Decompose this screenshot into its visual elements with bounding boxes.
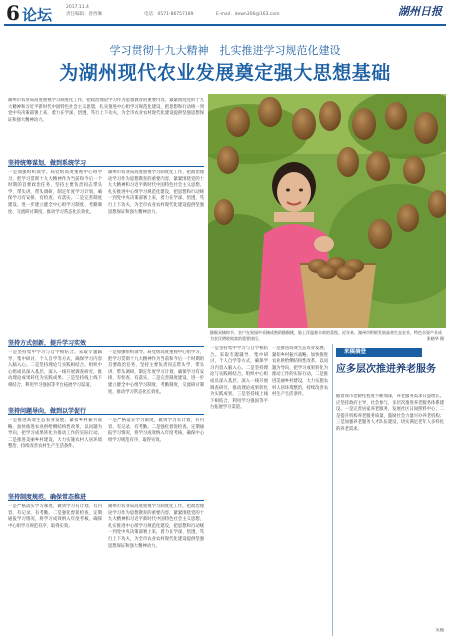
- page-number: 6: [6, 1, 20, 25]
- phone-number: 电话：0571-86757189: [144, 12, 194, 17]
- section-text-4b: 湖州市农业局高度重视学习制度化工作，把政治理论学习作为思想教育的重要内容，紧紧围绕党的十九大精神和习近平新时代中国特色社会主义思想，扎实推进中心组学习规范化建设，把思想和行动统一到党中央决策部署上来，着力在学深、悟透、笃行上下功夫，为全市农业农村现代化建设提供坚强思想保证和强大精神动力。: [108, 504, 204, 549]
- photo-illustration: [208, 94, 446, 328]
- section-rule: [8, 346, 204, 347]
- editor-credit: 责任编辑：曾西琳: [66, 12, 102, 17]
- email-address: E-mail：dewn306@163.com: [216, 12, 280, 17]
- section-text-1: 一是加强组织领导。局党组高度重视中心组学习，把学习贯彻十九大精神作为当前和今后一个时期的首要政治任务，坚持主要负责同志带头学、带头讲、带头调研，制定年度学习计划，确保学习有安排、有检查、有落实。二是完善制度建设。进一步建立健全中心组学习制度、考勤制度、交流研讨制度，推动学习常态化长效化。: [8, 170, 102, 215]
- page-header: [4, 2, 446, 26]
- main-headline: 为湖州现代农业发展奠定强大思想基础: [59, 62, 391, 84]
- section-heading-1: 坚持统筹谋划，做到系统学习: [8, 160, 87, 167]
- kiwi-harvest-photo: [208, 94, 446, 328]
- sidebar-title: 应多层次推进养老服务: [336, 364, 436, 375]
- caption-text: 猕猴采摘时节，农户在果园中采摘成熟的猕猴桃，脸上洋溢着丰收的喜悦。近年来，湖州市积极发展高效生态农业，特色水果产业成为农民增收致富的重要途径。: [210, 330, 442, 341]
- section-text-1b: 湖州市农业局高度重视学习制度化工作，把政治理论学习作为思想教育的重要内容，紧紧围绕党的十九大精神和习近平新时代中国特色社会主义思想，扎实推进中心组学习规范化建设，把思想和行动统一到党中央决策部署上来，着力在学深、悟透、笃行上下功夫，为全市农业农村现代化建设提供坚强思想保证和强大精神动力。: [108, 170, 204, 215]
- section-heading-3: 坚持问题导向，做到以学促行: [8, 408, 87, 415]
- issue-date: 2017.11.4: [66, 5, 89, 10]
- sidebar-text: 随着我市老龄化程度不断加深，养老服务需求日益增长。应坚持政府主导、社会参与，多层次推进养老服务体系建设。一是完善居家养老服务，发展社区日间照料中心；二是提升机构养老服务质量，鼓励社会力量兴办养老机构；三是加强养老服务人才队伍建设，切实满足老年人多样化的养老需求。: [336, 394, 444, 432]
- section-text-2b: 一是加强组织领导。局党组高度重视中心组学习，把学习贯彻十九大精神作为当前和今后一个时期的首要政治任务，坚持主要负责同志带头学、带头讲、带头调研，制定年度学习计划，确保学习有安排、有检查、有落实。二是完善制度建设。进一步建立健全中心组学习制度、考勤制度、交流研讨制度，推动学习常态化长效化。: [108, 350, 204, 395]
- body-column-3: 一是坚持集中学习与自学相结合。采取专题辅导、集中研讨、个人自学等方式，确保学习内容入脑入心。二是坚持理论与实践相结合。组织中心组成员深入基层、深入一线开展调查研究，推动理论成果转化为实践成果。三是坚持线上线下相结合，利用学习强国等平台拓展学习渠道。: [210, 346, 268, 411]
- subheadline: 学习贯彻十九大精神 扎实推进学习规范化建设: [109, 45, 341, 57]
- section-name: 论坛: [22, 6, 53, 24]
- section-rule: [8, 166, 204, 167]
- sidebar-author: 吴越: [435, 628, 444, 633]
- section-rule: [8, 500, 204, 501]
- section-text-3: 一是推进高效生态农业发展。紧扣乡村振兴战略，加快推进农业供给侧结构性改革，以问题为导向，把学习成果转化为推动工作的实际行动。二是推进美丽乡村建设，大力实施农村人居环境整治，持续改善农村生产生活条件。: [8, 418, 102, 450]
- sidebar-tag: 来稿摘登: [336, 348, 422, 357]
- section-text-4: 一是严格落实学习制度，做到学习有计划、有内容、有记录、有考勤。二是强化督促检查，定期通报学习情况，将学习成效纳入年度考核，确保中心组学习规范有序、取得实效。: [8, 504, 102, 529]
- section-text-3b: 一是严格落实学习制度，做到学习有计划、有内容、有记录、有考勤。二是强化督促检查，定期通报学习情况，将学习成效纳入年度考核，确保中心组学习规范有序、取得实效。: [108, 418, 204, 443]
- lead-paragraph: 湖州市农业局高度重视学习制度化工作，把政治理论学习作为思想教育的重要内容，紧紧围绕党的十九大精神和习近平新时代中国特色社会主义思想，扎实推进中心组学习规范化建设，把思想和行动统一到党中央决策部署上来，着力在学深、悟透、笃行上下功夫，为全市农业农村现代化建设提供坚强思想保证和强大精神动力。: [8, 98, 204, 123]
- section-heading-4: 坚持制度规范，确保常态推进: [8, 494, 87, 501]
- photo-credit: 张晓华 摄: [426, 336, 444, 341]
- photo-caption: [210, 330, 444, 342]
- section-rule: [8, 414, 204, 415]
- masthead-logo: 湖州日报: [398, 5, 442, 18]
- section-heading-2: 坚持方式创新，提升学习实效: [8, 340, 87, 347]
- section-text-2: 一是坚持集中学习与自学相结合。采取专题辅导、集中研讨、个人自学等方式，确保学习内容入脑入心。二是坚持理论与实践相结合。组织中心组成员深入基层、深入一线开展调查研究，推动理论成果转化为实践成果。三是坚持线上线下相结合，利用学习强国等平台拓展学习渠道。: [8, 350, 102, 388]
- body-column-4: 一是推进高效生态农业发展。紧扣乡村振兴战略，加快推进农业供给侧结构性改革，以问题为导向，把学习成果转化为推动工作的实际行动。二是推进美丽乡村建设，大力实施农村人居环境整治，持续改善农村生产生活条件。: [272, 346, 328, 398]
